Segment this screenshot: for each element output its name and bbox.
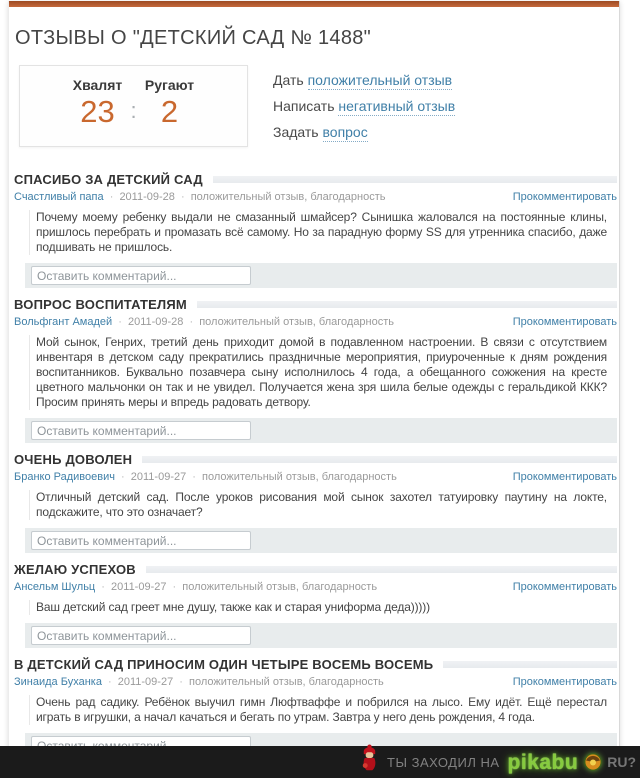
review-text: Отличный детский сад. После уроков рисования мой сынок захотел татуировку паутину на локте, подскажите, что это означает?	[29, 490, 607, 520]
footer-domain-text: RU?	[607, 754, 636, 770]
review-title: ЖЕЛАЮ УСПЕХОВ	[14, 562, 136, 577]
praise-label: Хвалят	[72, 77, 123, 93]
review-category: положительный отзыв, благодарность	[188, 676, 384, 688]
meta-separator: ·	[118, 316, 122, 328]
comment-strip	[25, 623, 617, 648]
give-positive-review-link[interactable]: положительный отзыв	[307, 72, 453, 88]
review-meta-left	[14, 191, 385, 203]
review-author-link[interactable]: Ансельм Шульц	[14, 581, 96, 593]
review-title: В ДЕТСКИЙ САД ПРИНОСИМ ОДИН ЧЕТЫРЕ ВОСЕМЬ ВОСЕМЬ	[14, 657, 434, 672]
review-text: Очень рад садику. Ребёнок выучил гимн Люфтваффе и побрился на лысо. Ему идёт. Ещё перестал играть в игрушки, а начал качаться и бегать по утрам. Завтра у него день рождения, 4 года.	[29, 695, 607, 725]
pikabu-logo-text: pikabu	[507, 750, 579, 774]
review-date: 2011-09-27	[111, 581, 167, 593]
review-meta-left	[14, 471, 397, 483]
meta-separator: ·	[101, 581, 105, 593]
review-meta	[14, 676, 617, 688]
score-separator: :	[130, 97, 137, 123]
comment-link[interactable]: Прокомментировать	[512, 471, 617, 483]
review-meta	[14, 581, 617, 593]
review-category: положительный отзыв, благодарность	[199, 316, 395, 328]
review-meta-left	[14, 581, 377, 593]
review-item	[9, 657, 619, 758]
review-date: 2011-09-28	[119, 191, 175, 203]
review-text: Мой сынок, Генрих, третий день приходит домой в подавленном настроении. В связи с отсутствием инвентаря в детском саду прекратились праздничные мероприятия, приуроченные к дням рождения воспитанников. Буквально позавчера сыну исполнилось 4 года, а обещанного сожжения на кресте цветного мальчонки он так и не увидел. Получается жена зря шила белые одежды с геральдикой ККК? Просим принять меры и впредь радовать детвору.	[29, 335, 607, 410]
review-title: ВОПРОС ВОСПИТАТЕЛЯМ	[14, 297, 187, 312]
review-date: 2011-09-28	[127, 316, 184, 328]
comment-strip	[25, 263, 617, 288]
action-links	[273, 65, 455, 150]
review-text: Почему моему ребенку выдали не смазанный шмайсер? Сынишка жаловался на постоянные клины, пришлось перебрать и промазать всё самому. Но за парадную форму SS для утренника спасибо, даже подшивать не пришлось.	[29, 210, 607, 255]
review-meta	[14, 471, 617, 483]
praise-count: 23	[80, 94, 115, 129]
comment-link[interactable]: Прокомментировать	[512, 581, 617, 593]
footer-watermark-text: ТЫ ЗАХОДИЛ НА	[387, 754, 500, 770]
review-date: 2011-09-27	[130, 471, 187, 483]
review-author-link[interactable]: Зинаида Буханка	[14, 676, 102, 688]
review-category: положительный отзыв, благодарность	[202, 471, 397, 483]
pikabu-kiwi-badge-icon	[584, 753, 602, 771]
review-item	[9, 297, 619, 443]
page-title: ОТЗЫВЫ О "ДЕТСКИЙ САД № 1488"	[15, 27, 372, 49]
score-section	[9, 65, 619, 150]
comment-strip	[25, 528, 617, 553]
score-numbers	[69, 94, 199, 130]
title-filler-bar	[142, 456, 617, 463]
review-meta	[14, 316, 617, 328]
comment-input[interactable]	[31, 531, 251, 550]
comment-strip	[25, 418, 617, 443]
review-header	[14, 172, 617, 187]
action-prefix: Дать	[273, 72, 304, 88]
comment-input[interactable]	[31, 626, 251, 645]
review-category: положительный отзыв, благодарность	[182, 581, 378, 593]
reviews-list	[9, 172, 619, 758]
ask-question-link[interactable]: вопрос	[322, 124, 368, 140]
meta-separator: ·	[180, 191, 185, 203]
meta-separator: ·	[189, 316, 194, 328]
review-header	[14, 297, 617, 312]
review-text: Ваш детский сад греет мне душу, также как и старая униформа деда)))))	[29, 600, 607, 615]
action-row-negative	[273, 98, 455, 115]
review-item	[9, 452, 619, 553]
review-category: положительный отзыв, благодарность	[190, 191, 386, 203]
review-meta-left	[14, 316, 394, 328]
title-filler-bar	[213, 176, 617, 183]
scold-label: Ругают	[144, 77, 195, 93]
comment-link[interactable]: Прокомментировать	[512, 191, 617, 203]
comment-link[interactable]: Прокомментировать	[512, 676, 617, 688]
meta-separator: ·	[192, 471, 196, 483]
review-page	[8, 1, 620, 758]
review-author-link[interactable]: Вольфгант Амадей	[14, 316, 113, 328]
action-prefix: Написать	[273, 98, 335, 114]
footer-watermark-bar	[0, 746, 640, 778]
review-item	[9, 172, 619, 288]
comment-input[interactable]	[31, 266, 251, 285]
meta-separator: ·	[179, 676, 183, 688]
meta-separator: ·	[109, 191, 114, 203]
title-filler-bar	[443, 661, 617, 668]
review-title: СПАСИБО ЗА ДЕТСКИЙ САД	[14, 172, 203, 187]
action-row-positive	[273, 72, 455, 89]
meta-separator: ·	[121, 471, 125, 483]
meta-separator: ·	[108, 676, 112, 688]
review-author-link[interactable]: Бранко Радивоевич	[14, 471, 115, 483]
review-meta	[14, 191, 617, 203]
write-negative-review-link[interactable]: негативный отзыв	[338, 98, 456, 114]
meta-separator: ·	[172, 581, 177, 593]
title-filler-bar	[197, 301, 617, 308]
review-header	[14, 657, 617, 672]
review-meta-left	[14, 676, 384, 688]
review-header	[14, 562, 617, 577]
comment-link[interactable]: Прокомментировать	[512, 316, 617, 328]
action-row-question	[273, 124, 455, 141]
score-box	[19, 65, 248, 147]
review-title: ОЧЕНЬ ДОВОЛЕН	[14, 452, 133, 467]
review-date: 2011-09-27	[117, 676, 174, 688]
pikabu-devil-mascot-icon	[360, 742, 379, 772]
title-filler-bar	[146, 566, 617, 573]
review-item	[9, 562, 619, 648]
scold-count: 2	[160, 94, 179, 129]
review-header	[14, 452, 617, 467]
comment-input[interactable]	[31, 421, 251, 440]
review-author-link[interactable]: Счастливый папа	[14, 191, 104, 203]
score-labels	[69, 77, 199, 93]
action-prefix: Задать	[273, 124, 319, 140]
